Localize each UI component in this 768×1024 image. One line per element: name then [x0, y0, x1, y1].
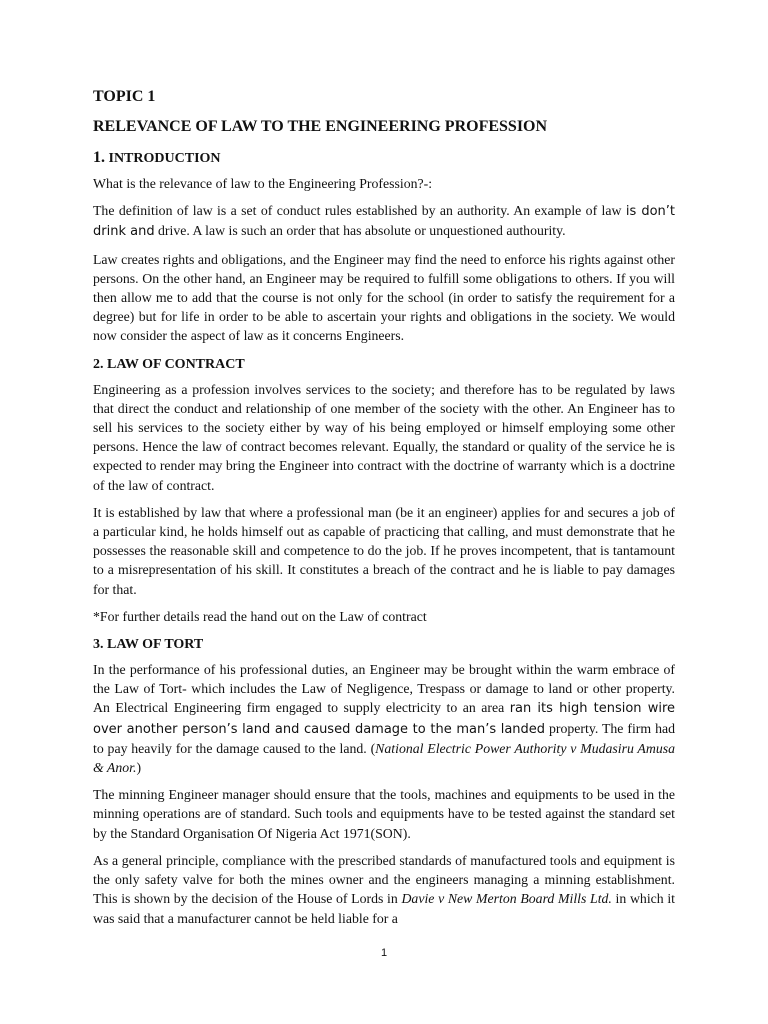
document-title: RELEVANCE OF LAW TO THE ENGINEERING PROFESSION: [93, 118, 548, 135]
text-run: In the performance of his professional duties, an Engineer may be brought within the warm embrace of the Law of Tort- which includes the Law of Negligence, Trespass or damage to land or other property. An Electrical Engineering firm engaged to supply electricity to an area: [93, 662, 675, 716]
section-heading-text: INTRODUCTION: [105, 151, 221, 166]
section-heading-contract: 2. LAW OF CONTRACT: [93, 356, 245, 372]
contract-paragraph-1: Engineering as a profession involves services to the society; and therefore has to be regulated by laws that direct the conduct and relationship of one member of the society with the other. An Engineer has to sell his services to the society either by way of his being employed or himself employing some other persons. Hence the law of contract becomes relevant. Equally, the standard or quality of the service he is expected to render may bring the Engineer into contract with the doctrine of warranty which is a doctrine of the law of contract.: [93, 381, 675, 493]
text-run: As a general principle, compliance with the prescribed standards of manufactured tools and equipment is the only safety valve for both the mines owner and the engineers managing a minning establishment. This is shown by the decision of the House of Lords in: [93, 852, 675, 907]
topic-label: TOPIC 1: [93, 88, 156, 105]
case-citation: Davie v New Merton Board Mills Ltd.: [401, 891, 612, 907]
text-run: drive. A law is such an order that has absolute or unquestioned authourity.: [154, 223, 566, 239]
section-heading-tort: 3. LAW OF TORT: [93, 637, 204, 653]
section-heading-introduction: [93, 147, 675, 170]
tort-paragraph-1: [93, 660, 675, 777]
contract-note: *For further details read the hand out on the Law of contract: [93, 608, 427, 624]
text-run: ): [136, 760, 142, 776]
page-number: 1: [380, 947, 388, 959]
contract-paragraph-2: It is established by law that where a professional man (be it an engineer) applies for and secures a job of a particular kind, he holds himself out as capable of practicing that calling, and must demonstrate that he possesses the reasonable skill and competence to do the job. If he proves incompetent, that is tantamount to a misrepresentation of his skill. It constitutes a breach of the contract and he is liable to pay damages for that.: [93, 504, 675, 597]
rights-obligations-paragraph: Law creates rights and obligations, and the Engineer may find the need to enforce his rights against other persons. On the other hand, an Engineer may be required to fulfill some obligations to others. If you will then allow me to add that the course is not only for the school (in order to satisfy the requirement for a degree) but for life in order to be able to ascertain your rights and obligations in the society. We would now consider the aspect of law as it concerns Engineers.: [93, 251, 675, 344]
text-run-alt-font: ran its high tension wire over another person’s land and caused damage to the man’s landed: [93, 701, 675, 737]
text-run-alt-font: is don’t drink and: [93, 204, 675, 240]
tort-paragraph-3: [93, 851, 675, 928]
text-run: The definition of law is a set of conduct rules established by an authority. An example of law: [93, 203, 626, 219]
text-run: property. The firm had to pay heavily for the damage caused to the land. (: [93, 720, 675, 756]
case-citation: National Electric Power Authority v Mudasiru Amusa & Anor.: [93, 740, 675, 776]
text-run: in which it was said that a manufacturer cannot be held liable for a: [93, 891, 676, 926]
tort-paragraph-2: The minning Engineer manager should ensure that the tools, machines and equipments to be used in the minning operations are of standard. Such tools and equipments have to be tested against the standard set by the Standard Organisation Of Nigeria Act 1971(SON).: [93, 787, 675, 841]
section-number: 1.: [93, 149, 105, 166]
intro-question-paragraph: What is the relevance of law to the Engineering Profession?-:: [93, 176, 433, 191]
law-definition-paragraph: [93, 201, 675, 241]
